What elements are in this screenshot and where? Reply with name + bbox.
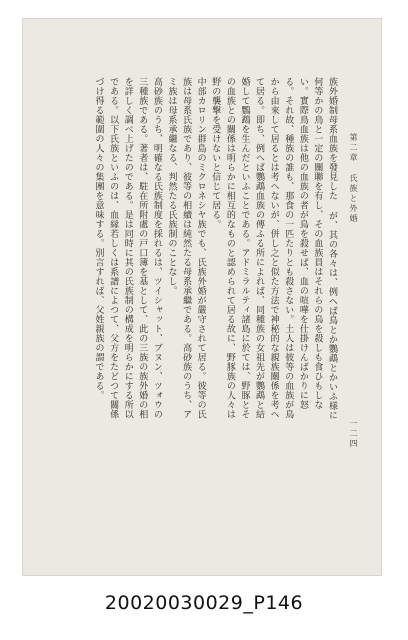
running-header: 第二章 氏族と外婚 [349,133,358,224]
page-number: 一二四 [349,419,358,449]
paragraph: 中部カロリン群島のミクロネシヤ族でも、氏族外婚が嚴守されて居る。彼等の氏族は母系氏族であり、彼等の相續は純然たる母系承繼である。高砂族のうち、アミ族は母系承繼なる、判然たる氏族制のことなし。 [166,77,206,419]
paragraph: 族外婚制母系血族を發見した が、其の各々は、例へば鳥とか鸚鵡とかいふ様に何等かの鳥と一定の關聯を有し、その血族員はそれらの鳥を殺しも食ひもしない。實際鳥血族は他の血族の者が鳥を殺せば、血の喧嘩を仕掛けんばかりに怒る。それ故、種族の誰も、那食の一匹たりとも殺さない。土人は彼等の血族が鳥から由來して居るとは考へないが、併し之と似た方法で神秘的な親族關係を考へて居る。即ち、例へば鸚鵡血族の傳ふる所によれば、同種族の女祖先が鸚鵡と結婚して鸚鵡を生んだといふことである。アドミラルティ諸島に於ては、野豚とその血族との關係は明らかに相互的なものと認められて居る故に、野豚族の人々は野の襲撃を受けないと信じて居る。 [210,77,337,420]
book-page [22,18,382,576]
paragraph: 高砂族のうち、明確なる氏族制度を採れるは、ツイシャット、ブヌン、ツォウの三種族である。著者は、駐在所附處の戸口簿を基として、此の三族の族外婚の相を詳しく調べ上げたのである。是は同時に其の氏族制の構成を明らかにする所以である。以下氏族といふのは、血縁若しくは系譜によつて、父方をたどつて關係づけ得る範圍の人々の集團を意味する。別言すれば、父姓親族の謂である。 [93,77,162,419]
image-caption: 20020030029_P146 [104,592,304,614]
body-text [67,77,339,427]
